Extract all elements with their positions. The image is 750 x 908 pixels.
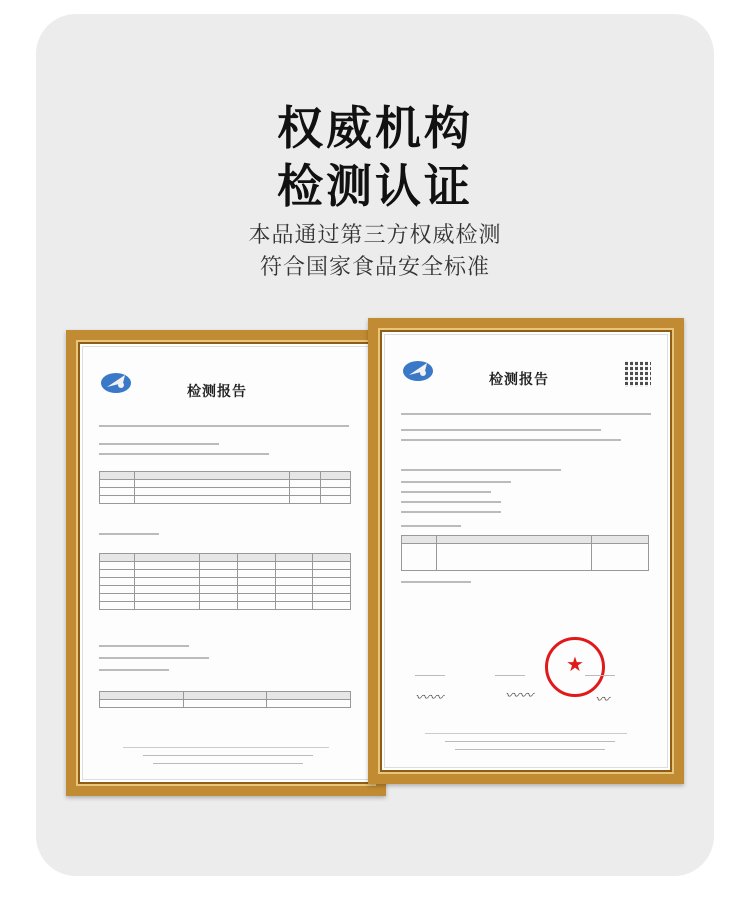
lab-logo-icon [99,369,133,395]
signature-caption [585,675,615,676]
section-heading [401,525,461,527]
client-row [401,439,621,441]
official-seal-icon: ★ [545,637,605,697]
signature-image: 〰〰 [415,690,443,706]
migration-test-table [99,553,351,610]
certificate-right-title: 检测报告 [489,372,549,388]
certificate-left-paper [82,346,370,780]
footer-divider [123,747,329,748]
sample-info-row [401,511,501,513]
sample-info-row [401,469,561,471]
client-row [401,429,601,431]
footer-divider [425,733,627,734]
subtitle-line-1: 本品通过第三方权威检测 [248,223,502,248]
note-line [401,581,471,583]
sample-list-table [99,691,351,708]
report-number-row [99,425,349,427]
sample-info-row [401,481,511,483]
note-line [99,669,169,671]
sample-info-row [401,491,491,493]
lab-logo-icon [401,357,435,383]
signature-image: 〰〰 [505,688,533,704]
signature-caption [495,675,525,676]
sensory-test-table [99,471,351,504]
footer-text [143,755,313,756]
qr-code-icon [625,361,651,387]
test-result-table [401,535,649,571]
certificate-left-title: 检测报告 [187,384,247,400]
certificate-right-paper [384,334,668,768]
signature-image: 〰 [595,692,609,708]
footer-text [153,763,303,764]
subtitle-line-2: 符合国家食品安全标准 [259,255,490,280]
certificate-right [368,318,684,784]
sample-info-row [401,501,501,503]
certificate-left [66,330,386,796]
footer-text [445,741,615,742]
signature-caption [415,675,445,676]
footer-text [455,749,605,750]
note-line [99,657,209,659]
section-heading [99,533,159,535]
headline-line-1: 权威机构 [277,101,473,155]
standard-row [99,443,219,445]
standard-row [99,453,269,455]
report-number-row [401,413,651,415]
headline-line-2: 检测认证 [277,159,473,213]
note-line [99,645,189,647]
